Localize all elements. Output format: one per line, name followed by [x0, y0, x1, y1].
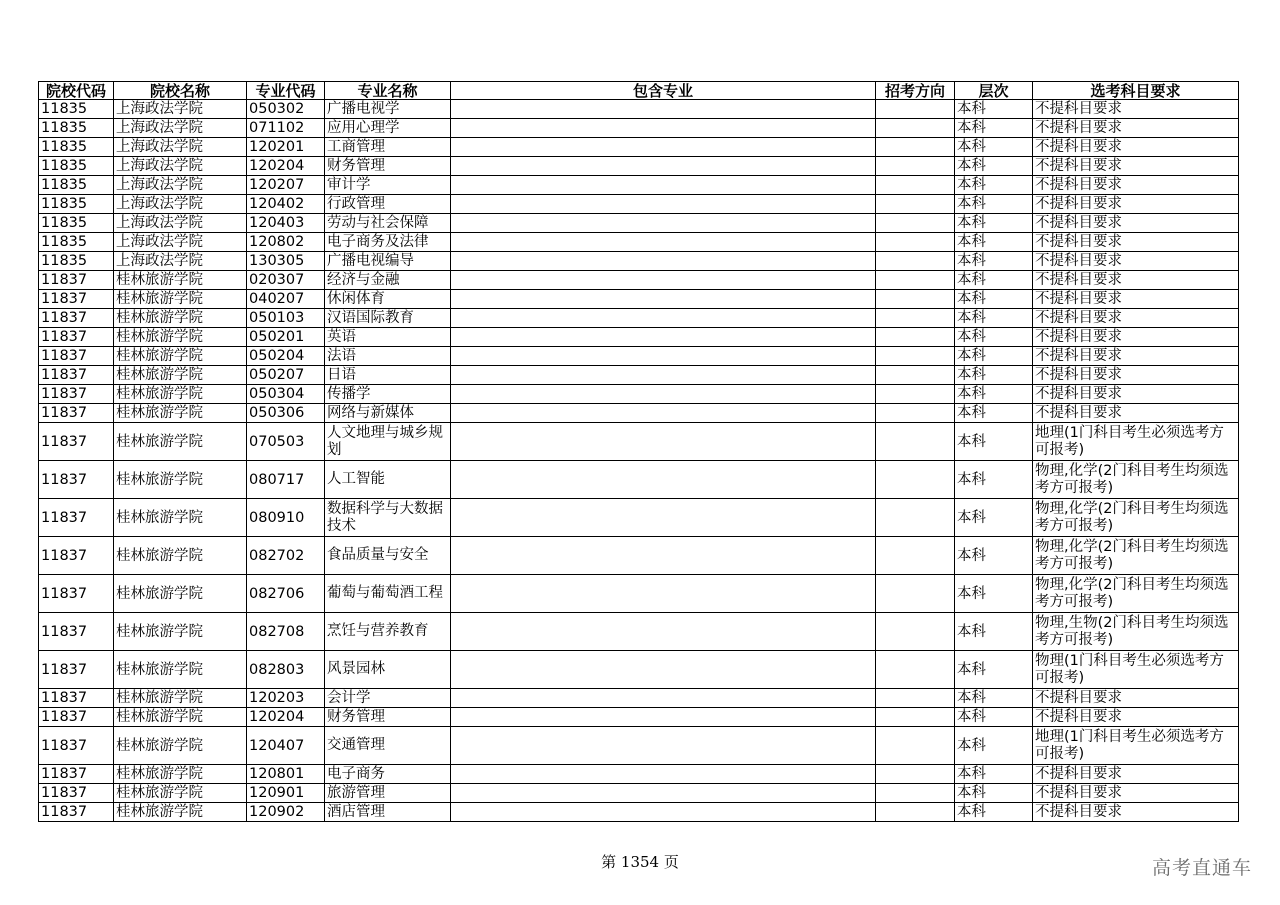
cell-school-code: 11837	[39, 309, 114, 328]
cell-included-majors	[451, 651, 876, 689]
cell-subject-requirement: 物理,生物(2门科目考生均须选考方可报考)	[1033, 613, 1239, 651]
cell-admission-direction	[876, 689, 955, 708]
cell-school-code: 11835	[39, 100, 114, 119]
cell-subject-requirement: 不提科目要求	[1033, 290, 1239, 309]
cell-school-code: 11837	[39, 461, 114, 499]
cell-major-name: 交通管理	[325, 727, 451, 765]
cell-school-name: 桂林旅游学院	[114, 347, 247, 366]
cell-subject-requirement: 不提科目要求	[1033, 689, 1239, 708]
cell-major-code: 050304	[247, 385, 325, 404]
cell-major-code: 050103	[247, 309, 325, 328]
cell-school-name: 上海政法学院	[114, 214, 247, 233]
cell-level: 本科	[955, 651, 1033, 689]
table-row	[39, 157, 1239, 176]
cell-major-name: 工商管理	[325, 138, 451, 157]
cell-major-code: 082706	[247, 575, 325, 613]
cell-level: 本科	[955, 613, 1033, 651]
cell-included-majors	[451, 290, 876, 309]
cell-subject-requirement: 不提科目要求	[1033, 309, 1239, 328]
cell-major-code: 050204	[247, 347, 325, 366]
cell-level: 本科	[955, 423, 1033, 461]
cell-school-name: 上海政法学院	[114, 252, 247, 271]
table-row	[39, 613, 1239, 651]
cell-level: 本科	[955, 328, 1033, 347]
cell-level: 本科	[955, 157, 1033, 176]
table-row	[39, 727, 1239, 765]
cell-level: 本科	[955, 385, 1033, 404]
cell-school-name: 桂林旅游学院	[114, 499, 247, 537]
cell-school-name: 桂林旅游学院	[114, 575, 247, 613]
cell-school-name: 桂林旅游学院	[114, 423, 247, 461]
cell-included-majors	[451, 575, 876, 613]
cell-level: 本科	[955, 765, 1033, 784]
cell-admission-direction	[876, 309, 955, 328]
cell-school-code: 11835	[39, 176, 114, 195]
cell-admission-direction	[876, 423, 955, 461]
cell-major-code: 120201	[247, 138, 325, 157]
cell-admission-direction	[876, 784, 955, 803]
cell-major-name: 葡萄与葡萄酒工程	[325, 575, 451, 613]
cell-admission-direction	[876, 138, 955, 157]
cell-subject-requirement: 不提科目要求	[1033, 404, 1239, 423]
cell-school-name: 桂林旅游学院	[114, 385, 247, 404]
cell-admission-direction	[876, 537, 955, 575]
cell-subject-requirement: 不提科目要求	[1033, 784, 1239, 803]
cell-school-code: 11835	[39, 138, 114, 157]
cell-level: 本科	[955, 499, 1033, 537]
cell-major-name: 行政管理	[325, 195, 451, 214]
cell-level: 本科	[955, 233, 1033, 252]
cell-included-majors	[451, 100, 876, 119]
page-number: 第 1354 页	[601, 853, 679, 871]
cell-school-name: 上海政法学院	[114, 138, 247, 157]
cell-included-majors	[451, 347, 876, 366]
cell-school-name: 桂林旅游学院	[114, 537, 247, 575]
cell-included-majors	[451, 214, 876, 233]
cell-school-name: 上海政法学院	[114, 176, 247, 195]
cell-school-name: 桂林旅游学院	[114, 271, 247, 290]
cell-school-name: 桂林旅游学院	[114, 404, 247, 423]
cell-included-majors	[451, 708, 876, 727]
cell-major-name: 电子商务及法律	[325, 233, 451, 252]
cell-subject-requirement: 地理(1门科目考生必须选考方可报考)	[1033, 727, 1239, 765]
table-row	[39, 423, 1239, 461]
cell-subject-requirement: 不提科目要求	[1033, 252, 1239, 271]
cell-admission-direction	[876, 119, 955, 138]
cell-major-name: 酒店管理	[325, 803, 451, 822]
cell-admission-direction	[876, 385, 955, 404]
cell-major-code: 050201	[247, 328, 325, 347]
cell-major-name: 旅游管理	[325, 784, 451, 803]
cell-level: 本科	[955, 575, 1033, 613]
cell-major-code: 080910	[247, 499, 325, 537]
cell-school-name: 桂林旅游学院	[114, 803, 247, 822]
header-included-majors: 包含专业	[451, 82, 876, 100]
table-row	[39, 689, 1239, 708]
cell-subject-requirement: 物理,化学(2门科目考生均须选考方可报考)	[1033, 499, 1239, 537]
cell-included-majors	[451, 784, 876, 803]
table-row	[39, 252, 1239, 271]
cell-admission-direction	[876, 195, 955, 214]
table-row	[39, 138, 1239, 157]
cell-admission-direction	[876, 233, 955, 252]
cell-level: 本科	[955, 176, 1033, 195]
cell-major-name: 汉语国际教育	[325, 309, 451, 328]
admissions-table	[38, 81, 1239, 822]
cell-major-code: 120207	[247, 176, 325, 195]
cell-admission-direction	[876, 176, 955, 195]
cell-included-majors	[451, 271, 876, 290]
cell-included-majors	[451, 233, 876, 252]
table-row	[39, 271, 1239, 290]
cell-school-name: 桂林旅游学院	[114, 461, 247, 499]
cell-subject-requirement: 不提科目要求	[1033, 366, 1239, 385]
cell-school-name: 桂林旅游学院	[114, 765, 247, 784]
cell-included-majors	[451, 537, 876, 575]
table-row	[39, 328, 1239, 347]
cell-admission-direction	[876, 214, 955, 233]
cell-major-code: 120801	[247, 765, 325, 784]
cell-level: 本科	[955, 119, 1033, 138]
table-row	[39, 537, 1239, 575]
cell-school-name: 桂林旅游学院	[114, 328, 247, 347]
cell-major-code: 080717	[247, 461, 325, 499]
cell-major-code: 120407	[247, 727, 325, 765]
cell-level: 本科	[955, 214, 1033, 233]
cell-major-name: 网络与新媒体	[325, 404, 451, 423]
table-row	[39, 233, 1239, 252]
table-row	[39, 385, 1239, 404]
header-school-code: 院校代码	[39, 82, 114, 100]
cell-admission-direction	[876, 404, 955, 423]
cell-included-majors	[451, 803, 876, 822]
cell-level: 本科	[955, 689, 1033, 708]
cell-level: 本科	[955, 708, 1033, 727]
cell-subject-requirement: 不提科目要求	[1033, 328, 1239, 347]
cell-subject-requirement: 不提科目要求	[1033, 765, 1239, 784]
cell-major-code: 082803	[247, 651, 325, 689]
cell-school-name: 上海政法学院	[114, 233, 247, 252]
cell-school-name: 桂林旅游学院	[114, 689, 247, 708]
cell-subject-requirement: 物理,化学(2门科目考生均须选考方可报考)	[1033, 537, 1239, 575]
cell-level: 本科	[955, 537, 1033, 575]
cell-school-code: 11837	[39, 423, 114, 461]
cell-admission-direction	[876, 290, 955, 309]
cell-admission-direction	[876, 366, 955, 385]
cell-included-majors	[451, 613, 876, 651]
cell-included-majors	[451, 195, 876, 214]
cell-major-name: 人文地理与城乡规划	[325, 423, 451, 461]
cell-subject-requirement: 地理(1门科目考生必须选考方可报考)	[1033, 423, 1239, 461]
cell-school-code: 11837	[39, 708, 114, 727]
cell-level: 本科	[955, 138, 1033, 157]
cell-school-code: 11837	[39, 366, 114, 385]
cell-admission-direction	[876, 347, 955, 366]
table-header-row	[39, 82, 1239, 100]
cell-major-name: 风景园林	[325, 651, 451, 689]
cell-school-name: 上海政法学院	[114, 157, 247, 176]
cell-major-name: 食品质量与安全	[325, 537, 451, 575]
cell-school-name: 桂林旅游学院	[114, 290, 247, 309]
table-row	[39, 214, 1239, 233]
cell-school-code: 11837	[39, 499, 114, 537]
cell-major-name: 英语	[325, 328, 451, 347]
cell-level: 本科	[955, 271, 1033, 290]
table-row	[39, 499, 1239, 537]
cell-major-name: 数据科学与大数据技术	[325, 499, 451, 537]
cell-admission-direction	[876, 328, 955, 347]
cell-school-code: 11835	[39, 157, 114, 176]
cell-school-code: 11835	[39, 195, 114, 214]
cell-major-name: 审计学	[325, 176, 451, 195]
cell-level: 本科	[955, 290, 1033, 309]
cell-level: 本科	[955, 784, 1033, 803]
cell-included-majors	[451, 138, 876, 157]
cell-major-name: 人工智能	[325, 461, 451, 499]
cell-subject-requirement: 不提科目要求	[1033, 214, 1239, 233]
cell-school-name: 上海政法学院	[114, 119, 247, 138]
cell-level: 本科	[955, 461, 1033, 499]
cell-school-code: 11837	[39, 347, 114, 366]
cell-admission-direction	[876, 765, 955, 784]
cell-major-code: 082708	[247, 613, 325, 651]
cell-school-code: 11837	[39, 404, 114, 423]
table-row	[39, 461, 1239, 499]
cell-included-majors	[451, 727, 876, 765]
table-row	[39, 575, 1239, 613]
cell-major-code: 040207	[247, 290, 325, 309]
cell-school-code: 11837	[39, 290, 114, 309]
cell-included-majors	[451, 252, 876, 271]
cell-major-name: 休闲体育	[325, 290, 451, 309]
table-row	[39, 176, 1239, 195]
cell-major-code: 050302	[247, 100, 325, 119]
cell-subject-requirement: 不提科目要求	[1033, 385, 1239, 404]
table-row	[39, 309, 1239, 328]
cell-major-code: 050306	[247, 404, 325, 423]
cell-admission-direction	[876, 461, 955, 499]
cell-school-code: 11837	[39, 328, 114, 347]
cell-major-name: 日语	[325, 366, 451, 385]
table-row	[39, 708, 1239, 727]
cell-included-majors	[451, 423, 876, 461]
cell-admission-direction	[876, 727, 955, 765]
cell-subject-requirement: 不提科目要求	[1033, 708, 1239, 727]
cell-major-code: 120402	[247, 195, 325, 214]
cell-admission-direction	[876, 100, 955, 119]
cell-major-name: 财务管理	[325, 157, 451, 176]
cell-major-name: 广播电视学	[325, 100, 451, 119]
cell-included-majors	[451, 499, 876, 537]
header-major-name: 专业名称	[325, 82, 451, 100]
header-level: 层次	[955, 82, 1033, 100]
cell-school-code: 11835	[39, 233, 114, 252]
table-row	[39, 803, 1239, 822]
cell-school-code: 11835	[39, 119, 114, 138]
table-row	[39, 100, 1239, 119]
cell-major-name: 烹饪与营养教育	[325, 613, 451, 651]
cell-school-code: 11837	[39, 613, 114, 651]
table-row	[39, 765, 1239, 784]
cell-major-code: 071102	[247, 119, 325, 138]
cell-major-name: 经济与金融	[325, 271, 451, 290]
cell-major-code: 120802	[247, 233, 325, 252]
cell-school-name: 桂林旅游学院	[114, 727, 247, 765]
cell-included-majors	[451, 119, 876, 138]
cell-subject-requirement: 不提科目要求	[1033, 347, 1239, 366]
cell-included-majors	[451, 366, 876, 385]
header-admission-direction: 招考方向	[876, 82, 955, 100]
cell-subject-requirement: 不提科目要求	[1033, 195, 1239, 214]
cell-school-code: 11837	[39, 385, 114, 404]
table-row	[39, 119, 1239, 138]
cell-school-name: 桂林旅游学院	[114, 651, 247, 689]
cell-school-code: 11837	[39, 271, 114, 290]
cell-major-code: 120204	[247, 157, 325, 176]
cell-school-name: 桂林旅游学院	[114, 708, 247, 727]
cell-level: 本科	[955, 252, 1033, 271]
cell-included-majors	[451, 765, 876, 784]
table-row	[39, 290, 1239, 309]
cell-school-name: 桂林旅游学院	[114, 613, 247, 651]
cell-admission-direction	[876, 575, 955, 613]
cell-major-code: 070503	[247, 423, 325, 461]
cell-school-name: 桂林旅游学院	[114, 366, 247, 385]
cell-admission-direction	[876, 271, 955, 290]
cell-subject-requirement: 不提科目要求	[1033, 271, 1239, 290]
cell-school-name: 上海政法学院	[114, 100, 247, 119]
cell-major-name: 广播电视编导	[325, 252, 451, 271]
cell-included-majors	[451, 176, 876, 195]
cell-admission-direction	[876, 252, 955, 271]
cell-admission-direction	[876, 651, 955, 689]
table-body	[39, 100, 1239, 822]
cell-subject-requirement: 不提科目要求	[1033, 138, 1239, 157]
cell-subject-requirement: 不提科目要求	[1033, 233, 1239, 252]
cell-school-code: 11837	[39, 765, 114, 784]
cell-major-code: 120403	[247, 214, 325, 233]
cell-subject-requirement: 物理,化学(2门科目考生均须选考方可报考)	[1033, 461, 1239, 499]
cell-school-code: 11837	[39, 727, 114, 765]
header-school-name: 院校名称	[114, 82, 247, 100]
cell-level: 本科	[955, 803, 1033, 822]
cell-major-code: 050207	[247, 366, 325, 385]
cell-level: 本科	[955, 347, 1033, 366]
table-row	[39, 195, 1239, 214]
cell-subject-requirement: 不提科目要求	[1033, 803, 1239, 822]
cell-included-majors	[451, 328, 876, 347]
cell-school-code: 11837	[39, 651, 114, 689]
cell-admission-direction	[876, 613, 955, 651]
cell-school-code: 11837	[39, 689, 114, 708]
table-row	[39, 404, 1239, 423]
header-subject-requirement: 选考科目要求	[1033, 82, 1239, 100]
cell-level: 本科	[955, 404, 1033, 423]
cell-major-name: 法语	[325, 347, 451, 366]
watermark-logo: 高考直通车	[1151, 857, 1252, 879]
cell-included-majors	[451, 404, 876, 423]
cell-major-code: 130305	[247, 252, 325, 271]
cell-subject-requirement: 不提科目要求	[1033, 100, 1239, 119]
cell-school-code: 11837	[39, 803, 114, 822]
cell-subject-requirement: 不提科目要求	[1033, 176, 1239, 195]
cell-level: 本科	[955, 100, 1033, 119]
cell-included-majors	[451, 385, 876, 404]
cell-major-code: 120902	[247, 803, 325, 822]
cell-major-code: 020307	[247, 271, 325, 290]
cell-school-code: 11835	[39, 214, 114, 233]
table-row	[39, 651, 1239, 689]
cell-admission-direction	[876, 157, 955, 176]
cell-major-code: 120204	[247, 708, 325, 727]
cell-level: 本科	[955, 309, 1033, 328]
table-row	[39, 347, 1239, 366]
cell-admission-direction	[876, 499, 955, 537]
cell-major-code: 120901	[247, 784, 325, 803]
cell-major-name: 财务管理	[325, 708, 451, 727]
cell-school-name: 上海政法学院	[114, 195, 247, 214]
cell-subject-requirement: 不提科目要求	[1033, 157, 1239, 176]
table-row	[39, 366, 1239, 385]
cell-school-code: 11835	[39, 252, 114, 271]
cell-school-code: 11837	[39, 784, 114, 803]
cell-level: 本科	[955, 366, 1033, 385]
cell-school-name: 桂林旅游学院	[114, 784, 247, 803]
cell-school-name: 桂林旅游学院	[114, 309, 247, 328]
cell-included-majors	[451, 689, 876, 708]
cell-level: 本科	[955, 727, 1033, 765]
cell-admission-direction	[876, 803, 955, 822]
cell-level: 本科	[955, 195, 1033, 214]
cell-school-code: 11837	[39, 575, 114, 613]
cell-major-name: 劳动与社会保障	[325, 214, 451, 233]
cell-school-code: 11837	[39, 537, 114, 575]
cell-subject-requirement: 物理,化学(2门科目考生均须选考方可报考)	[1033, 575, 1239, 613]
cell-major-code: 120203	[247, 689, 325, 708]
cell-included-majors	[451, 461, 876, 499]
cell-included-majors	[451, 309, 876, 328]
cell-major-name: 会计学	[325, 689, 451, 708]
cell-admission-direction	[876, 708, 955, 727]
cell-major-code: 082702	[247, 537, 325, 575]
header-major-code: 专业代码	[247, 82, 325, 100]
cell-included-majors	[451, 157, 876, 176]
table-row	[39, 784, 1239, 803]
cell-major-name: 电子商务	[325, 765, 451, 784]
cell-subject-requirement: 物理(1门科目考生必须选考方可报考)	[1033, 651, 1239, 689]
cell-major-name: 传播学	[325, 385, 451, 404]
cell-subject-requirement: 不提科目要求	[1033, 119, 1239, 138]
cell-major-name: 应用心理学	[325, 119, 451, 138]
